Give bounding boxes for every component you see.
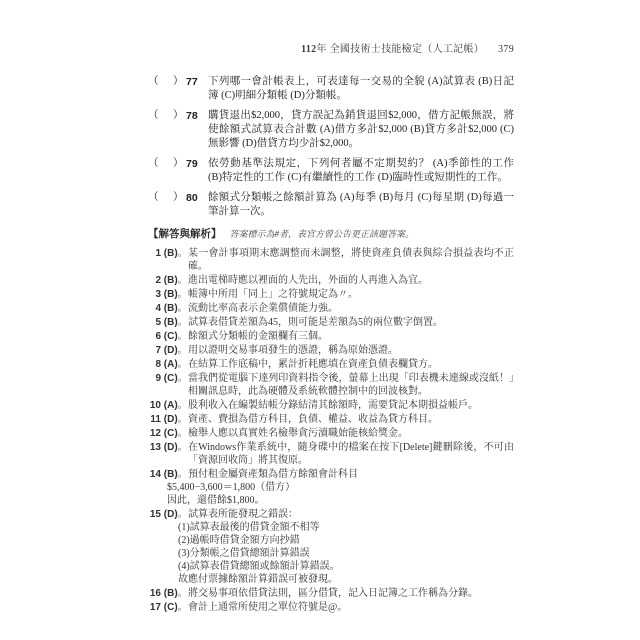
solution-label: 8 (A)。 xyxy=(155,359,188,370)
solution-text: 帳簿中所用「同上」之符號規定為〃。 xyxy=(188,289,358,300)
solution-label: 14 (B)。 xyxy=(149,469,188,480)
question-number: 77 xyxy=(186,76,198,88)
solution-text: 當我們從電腦下達列印資料指令後，螢幕上出現「印表機未連線或沒紙！」相關訊息時，此為硬體及系統軟體控制中的回波核對。 xyxy=(188,373,514,397)
solution-text: 將交易事項依借貸法則，區分借貸，記入日記簿之工作稱為分錄。 xyxy=(188,588,478,599)
solution-row-9 xyxy=(148,372,514,398)
solution-row-14 xyxy=(148,468,514,507)
solution-text: 流動比率高表示企業償債能力強。 xyxy=(188,303,338,314)
question-text: 餘額式分類帳之餘額計算為 (A)每季 (B)每月 (C)每星期 (D)每過一筆計算一次。 xyxy=(208,192,514,217)
solution-label: 15 (D)。 xyxy=(149,509,188,520)
solution-row-2 xyxy=(148,274,514,287)
question-row-80 xyxy=(148,191,514,219)
solution-row-15 xyxy=(148,508,514,586)
solution-text: 在結算工作底稿中，累計折耗應填在資產負債表欄貸方。 xyxy=(188,359,438,370)
solution-label: 3 (B)。 xyxy=(155,289,188,300)
solution-text: 某一會計事項期末應調整而未調整，將使資產負債表與綜合損益表均不正確。 xyxy=(188,248,514,272)
solution-list-line: 故應付票據餘額計算錯誤可被發現。 xyxy=(178,574,338,585)
solution-text-line: 試算表所能發現之錯誤： xyxy=(188,509,298,520)
question-list xyxy=(148,75,514,219)
solution-list-line: (2)過帳時借貸金額方向抄錯 xyxy=(178,535,300,546)
answer-bracket: （ ） xyxy=(148,192,186,203)
solution-text: 股利收入在編製結帳分錄結清其餘額時，需要貸記本期損益帳戶。 xyxy=(188,400,478,411)
solution-label: 4 (B)。 xyxy=(155,303,188,314)
question-row-78 xyxy=(148,109,514,151)
solution-list xyxy=(148,247,514,614)
solution-list-line: (4)試算表借貸總額或餘額計算錯誤。 xyxy=(178,561,340,572)
solution-label: 10 (A)。 xyxy=(149,400,188,411)
book-year: 112 xyxy=(301,44,317,55)
question-number: 80 xyxy=(186,192,198,204)
solutions-title: 【解答與解析】 xyxy=(148,228,222,240)
solution-row-6 xyxy=(148,330,514,343)
page-number: 379 xyxy=(498,44,514,55)
solution-label: 11 (D)。 xyxy=(150,414,188,425)
solution-label: 2 (B)。 xyxy=(155,275,188,286)
solution-row-12 xyxy=(148,427,514,440)
solution-label: 1 (B)。 xyxy=(155,248,188,259)
solution-list-line: (3)分類帳之借貸總額計算錯誤 xyxy=(178,548,310,559)
solution-row-13 xyxy=(148,441,514,467)
solution-text xyxy=(178,508,514,586)
solution-row-3 xyxy=(148,288,514,301)
solutions-heading xyxy=(148,227,514,242)
solution-text: 試算表借貸差額為45，則可能是差額為5的兩位數字倒置。 xyxy=(188,317,443,328)
solution-label: 17 (C)。 xyxy=(149,602,188,613)
solution-text: 在Windows作業系統中，隨身碟中的檔案在按下[Delete]鍵刪除後，不可由「資源回收筒」將其復原。 xyxy=(188,442,514,466)
solution-text-line: 預付租金屬資產類為借方餘額會計科目 xyxy=(188,469,358,480)
solution-row-10 xyxy=(148,399,514,412)
solution-label: 9 (C)。 xyxy=(155,373,188,384)
question-text: 購貨退出$2,000，貸方誤記為銷貨退回$2,000，借方記帳無誤，將使餘額式試算表合計數 (A)借方多計$2,000 (B)貸方多計$2,000 (C)無影響 (D)借貸方均少計$2,000。 xyxy=(208,110,514,149)
solution-text: 資產、費損為借方科目，負債、權益、收益為貸方科目。 xyxy=(188,414,438,425)
solution-row-11 xyxy=(148,413,514,426)
solution-row-7 xyxy=(148,344,514,357)
question-row-77 xyxy=(148,75,514,103)
question-text: 下列哪一會計帳表上，可表達每一交易的全貌 (A)試算表 (B)日記簿 (C)明細分類帳 (D)分類帳。 xyxy=(208,76,514,101)
solution-label: 12 (C)。 xyxy=(149,428,188,439)
solution-row-5 xyxy=(148,316,514,329)
solution-row-8 xyxy=(148,358,514,371)
solution-text: 檢舉人應以真實姓名檢舉貪污瀆職始能核給獎金。 xyxy=(188,428,408,439)
solution-list-line: (1)試算表最後的借貸金額不相等 xyxy=(178,522,320,533)
solution-row-17 xyxy=(148,601,514,614)
solution-label: 5 (B)。 xyxy=(155,317,188,328)
solution-text: 會計上通常所使用之單位符號是@。 xyxy=(188,602,348,613)
answer-bracket: （ ） xyxy=(148,158,186,169)
solution-text: 用以證明交易事項發生的憑證，稱為原始憑證。 xyxy=(188,345,398,356)
question-row-79 xyxy=(148,157,514,185)
page-header xyxy=(148,40,514,55)
solution-label: 16 (B)。 xyxy=(149,588,188,599)
question-text: 依勞動基準法規定，下列何者屬不定期契約？ (A)季節性的工作 (B)特定性的工作 (C)有繼續性的工作 (D)臨時性或短期性的工作。 xyxy=(208,158,514,183)
solution-label: 13 (D)。 xyxy=(149,442,188,453)
answer-bracket: （ ） xyxy=(148,110,186,121)
answer-bracket: （ ） xyxy=(148,76,186,87)
solution-row-16 xyxy=(148,587,514,600)
question-number: 78 xyxy=(186,110,198,122)
solutions-section xyxy=(148,227,514,614)
solution-calc-line: $5,400−3,600＝1,800（借方） xyxy=(167,482,296,493)
question-number: 79 xyxy=(186,158,198,170)
solution-calc-line: 因此，還借餘$1,800。 xyxy=(167,495,265,506)
solution-row-1 xyxy=(148,247,514,273)
solution-text: 進出電梯時應以裡面的人先出，外面的人再進入為宜。 xyxy=(188,275,428,286)
solution-label: 7 (D)。 xyxy=(155,345,188,356)
solution-label: 6 (C)。 xyxy=(155,331,188,342)
solution-text: 餘額式分類帳的金額欄有三個。 xyxy=(188,331,328,342)
solution-row-4 xyxy=(148,302,514,315)
solutions-note: 答案標示為#者，表官方曾公告更正該題答案。 xyxy=(229,229,415,239)
doc-title: 年 全國技術士技能檢定（人工記帳） xyxy=(316,44,485,55)
